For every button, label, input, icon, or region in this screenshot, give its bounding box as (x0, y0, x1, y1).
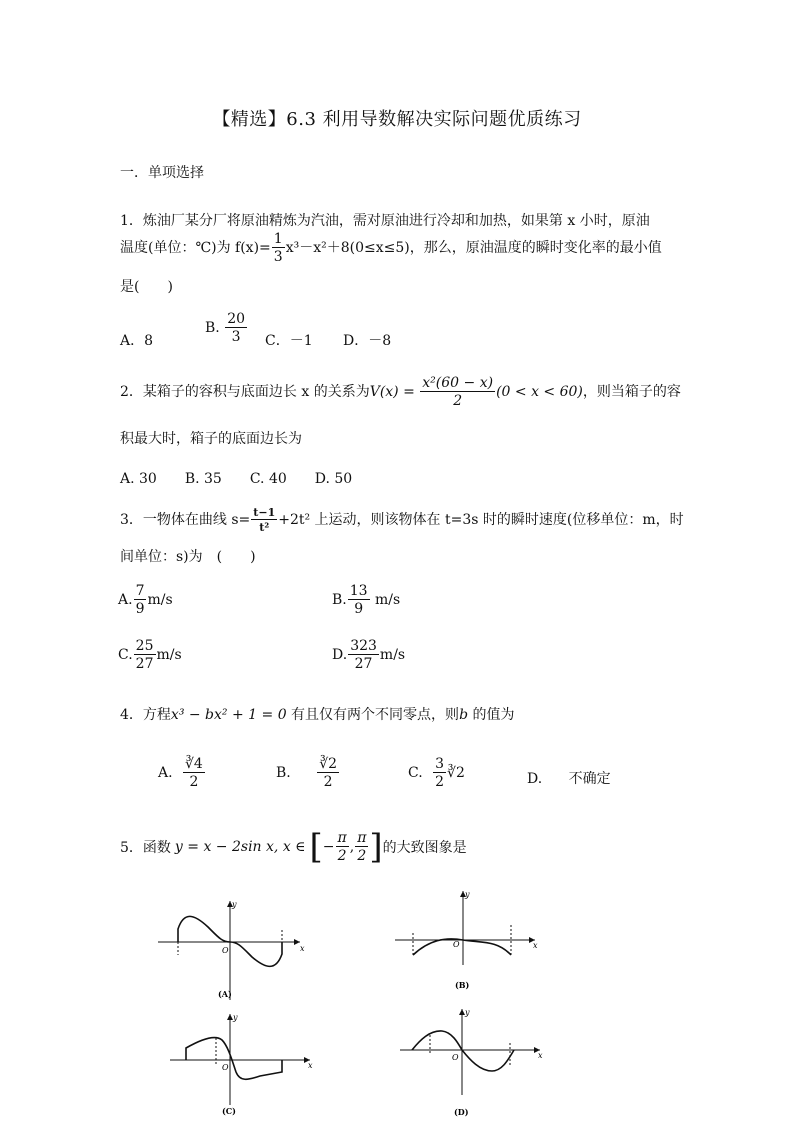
q2-fraction (420, 376, 495, 408)
graph-a-x-label: x (300, 944, 305, 953)
q3-option-b-fraction (348, 584, 370, 616)
q2-function: V(x) = (369, 384, 415, 400)
graph-b-y-label: y (465, 890, 470, 899)
q3-option-c-fraction (134, 639, 156, 671)
section-heading: 一．单项选择 (120, 165, 204, 181)
q3-option-b-unit: m/s (370, 592, 401, 608)
q3-option-a-unit: m/s (147, 592, 173, 608)
q5-line1-pre: 5．函数 (120, 840, 171, 856)
q5-line1-post: 的大致图象是 (382, 840, 467, 856)
q5-interval-low (336, 831, 349, 863)
q1-line2-pre: 温度(单位：℃)为 f(x)= (120, 240, 271, 256)
graph-b-caption: (B) (455, 980, 470, 990)
q3-option-a-fraction (134, 584, 147, 616)
q4-option-a-fraction (183, 757, 205, 789)
q4-line1 (120, 704, 514, 724)
q3-option-d-unit: m/s (379, 647, 406, 663)
q3-line1 (120, 507, 684, 533)
q4-line1-pre: 4．方程 (120, 707, 171, 723)
q4-option-a-num: ∛4 (185, 756, 203, 772)
graph-a-origin: O (222, 946, 229, 955)
q3-fraction (251, 507, 277, 533)
graph-b-curve (413, 939, 511, 955)
q1-line2 (120, 232, 662, 264)
q3-option-a-den: 9 (135, 601, 145, 617)
q4-option-c-num: 3 (435, 756, 445, 772)
page-title: 【精选】6.3 利用导数解决实际问题优质练习 (212, 109, 582, 130)
q4-option-d-text: 不确定 (568, 771, 611, 787)
q1-frac-num: 1 (273, 231, 283, 247)
q3-option-d-num: 323 (350, 638, 377, 654)
q3-option-a-label: A. (118, 592, 133, 608)
graph-c-curve (186, 1038, 282, 1080)
graph-d-y-label: y (465, 1008, 470, 1017)
q3-option-d-den: 27 (354, 656, 373, 672)
q3-frac-num: t−1 (253, 506, 276, 519)
q1-option-b-den: 3 (231, 329, 241, 345)
graph-b (385, 885, 545, 995)
q3-line1-post: +2t² 上运动，则该物体在 t=3s 时的瞬时速度(位移单位：m，时 (278, 512, 684, 528)
q4-equation: x³ − bx² + 1 = 0 (170, 707, 287, 723)
q5-high-den: 2 (357, 848, 367, 864)
q5-high-num: π (357, 830, 367, 846)
q1-option-b-num: 20 (227, 311, 246, 327)
q5-low-num: π (337, 830, 347, 846)
q4-option-b-num: ∛2 (319, 756, 338, 772)
q5-low-den: 2 (337, 848, 347, 864)
q4-option-c-fraction (433, 757, 446, 789)
q3-option-b-den: 9 (354, 601, 364, 617)
q3-option-a-num: 7 (135, 583, 145, 599)
q3-line2: 间单位：s)为 ( ) (120, 549, 256, 565)
q4-option-c-label: C. (408, 765, 423, 781)
q4-option-b-fraction (317, 757, 339, 789)
graph-a (150, 895, 310, 1005)
graph-d-x-label: x (538, 1051, 543, 1060)
q4-option-a (158, 757, 206, 789)
q5-line1: 5．函数 y = x − 2sin x, x ∈ [ − $\frac{\pi}{2}$ , $\frac{\pi}{2}$ ] 的大致图象是 (120, 827, 467, 867)
q5-interval-high (355, 831, 368, 863)
q4-option-b-den: 2 (323, 774, 333, 790)
graph-c-origin: O (222, 1063, 229, 1072)
q3-option-a (118, 584, 173, 616)
q1-line3: 是( ) (120, 279, 173, 295)
q5-minus: − (322, 839, 335, 855)
q3-option-c-den: 27 (135, 656, 154, 672)
graph-a-caption: (A) (218, 989, 232, 999)
q3-option-b-label: B. (332, 592, 347, 608)
q4-option-a-den: 2 (189, 774, 199, 790)
graph-a-y-label: y (232, 900, 237, 909)
q3-option-d (332, 639, 405, 671)
graph-c-caption: (C) (222, 1106, 236, 1116)
q2-line1 (120, 376, 681, 408)
q2-line2: 积最大时，箱子的底面边长为 (120, 431, 302, 447)
q3-option-c (118, 639, 182, 671)
q3-option-d-fraction (348, 639, 379, 671)
graph-d (390, 1005, 550, 1120)
q3-frac-den: t² (259, 521, 270, 534)
q3-option-d-label: D. (332, 647, 348, 663)
q4-line1-mid: 有且仅有两个不同零点，则 (286, 707, 460, 723)
q4-option-c (408, 757, 465, 789)
q2-frac-num: x²(60 − x) (422, 375, 494, 391)
q1-option-b-fraction (225, 312, 247, 344)
graph-c-y-label: y (233, 1013, 238, 1022)
graph-b-origin: O (453, 940, 460, 949)
q2-frac-den: 2 (453, 393, 463, 409)
q1-option-b (205, 312, 248, 344)
graph-d-curve (412, 1031, 514, 1071)
q4-option-b-label: B. (276, 765, 291, 781)
graph-d-caption: (D) (454, 1107, 469, 1117)
q3-option-c-num: 25 (135, 638, 154, 654)
q1-option-a: A．8 (120, 333, 154, 349)
graph-d-origin: O (452, 1053, 459, 1062)
q1-fraction (272, 232, 285, 264)
graph-b-x-label: x (533, 941, 538, 950)
q3-option-c-unit: m/s (156, 647, 182, 663)
q4-option-d-label: D. (527, 771, 543, 787)
q5-function: y = x − 2sin x, x ∈ (174, 839, 306, 855)
q1-option-b-label: B. (205, 320, 220, 336)
q3-option-b-num: 13 (349, 583, 368, 599)
q2-domain: (0 < x < 60) (496, 384, 583, 400)
q4-option-b (276, 757, 340, 789)
q1-option-d: D．－8 (343, 333, 392, 349)
q2-line1-pre: 2．某箱子的容积与底面边长 x 的关系为 (120, 384, 370, 400)
q1-line1: 1．炼油厂某分厂将原油精炼为汽油，需对原油进行冷却和加热，如果第 x 小时，原油 (120, 213, 650, 229)
q5-left-bracket: [ (309, 827, 323, 867)
q4-option-c-den: 2 (435, 774, 445, 790)
q5-right-bracket: ] (369, 827, 383, 867)
q4-option-d (527, 768, 611, 788)
q4-variable: b (459, 707, 469, 723)
graph-c (160, 1010, 320, 1120)
q3-option-c-label: C. (118, 647, 133, 663)
q2-options: A. 30 B. 35 C. 40 D. 50 (120, 471, 353, 487)
q3-line1-pre: 3．一物体在曲线 s= (120, 512, 251, 528)
q4-option-a-label: A. (158, 765, 173, 781)
q1-line2-post: x³－x²＋8(0≤x≤5)，那么，原油温度的瞬时变化率的最小值 (285, 240, 662, 256)
q4-option-c-root: ∛2 (447, 765, 465, 781)
q4-line1-post: 的值为 (468, 707, 515, 723)
q1-frac-den: 3 (273, 249, 283, 265)
q2-line1-post: ，则当箱子的容 (582, 384, 681, 400)
q3-option-b (332, 584, 400, 616)
graph-c-x-label: x (308, 1061, 313, 1070)
q1-option-c: C．－1 (265, 333, 313, 349)
